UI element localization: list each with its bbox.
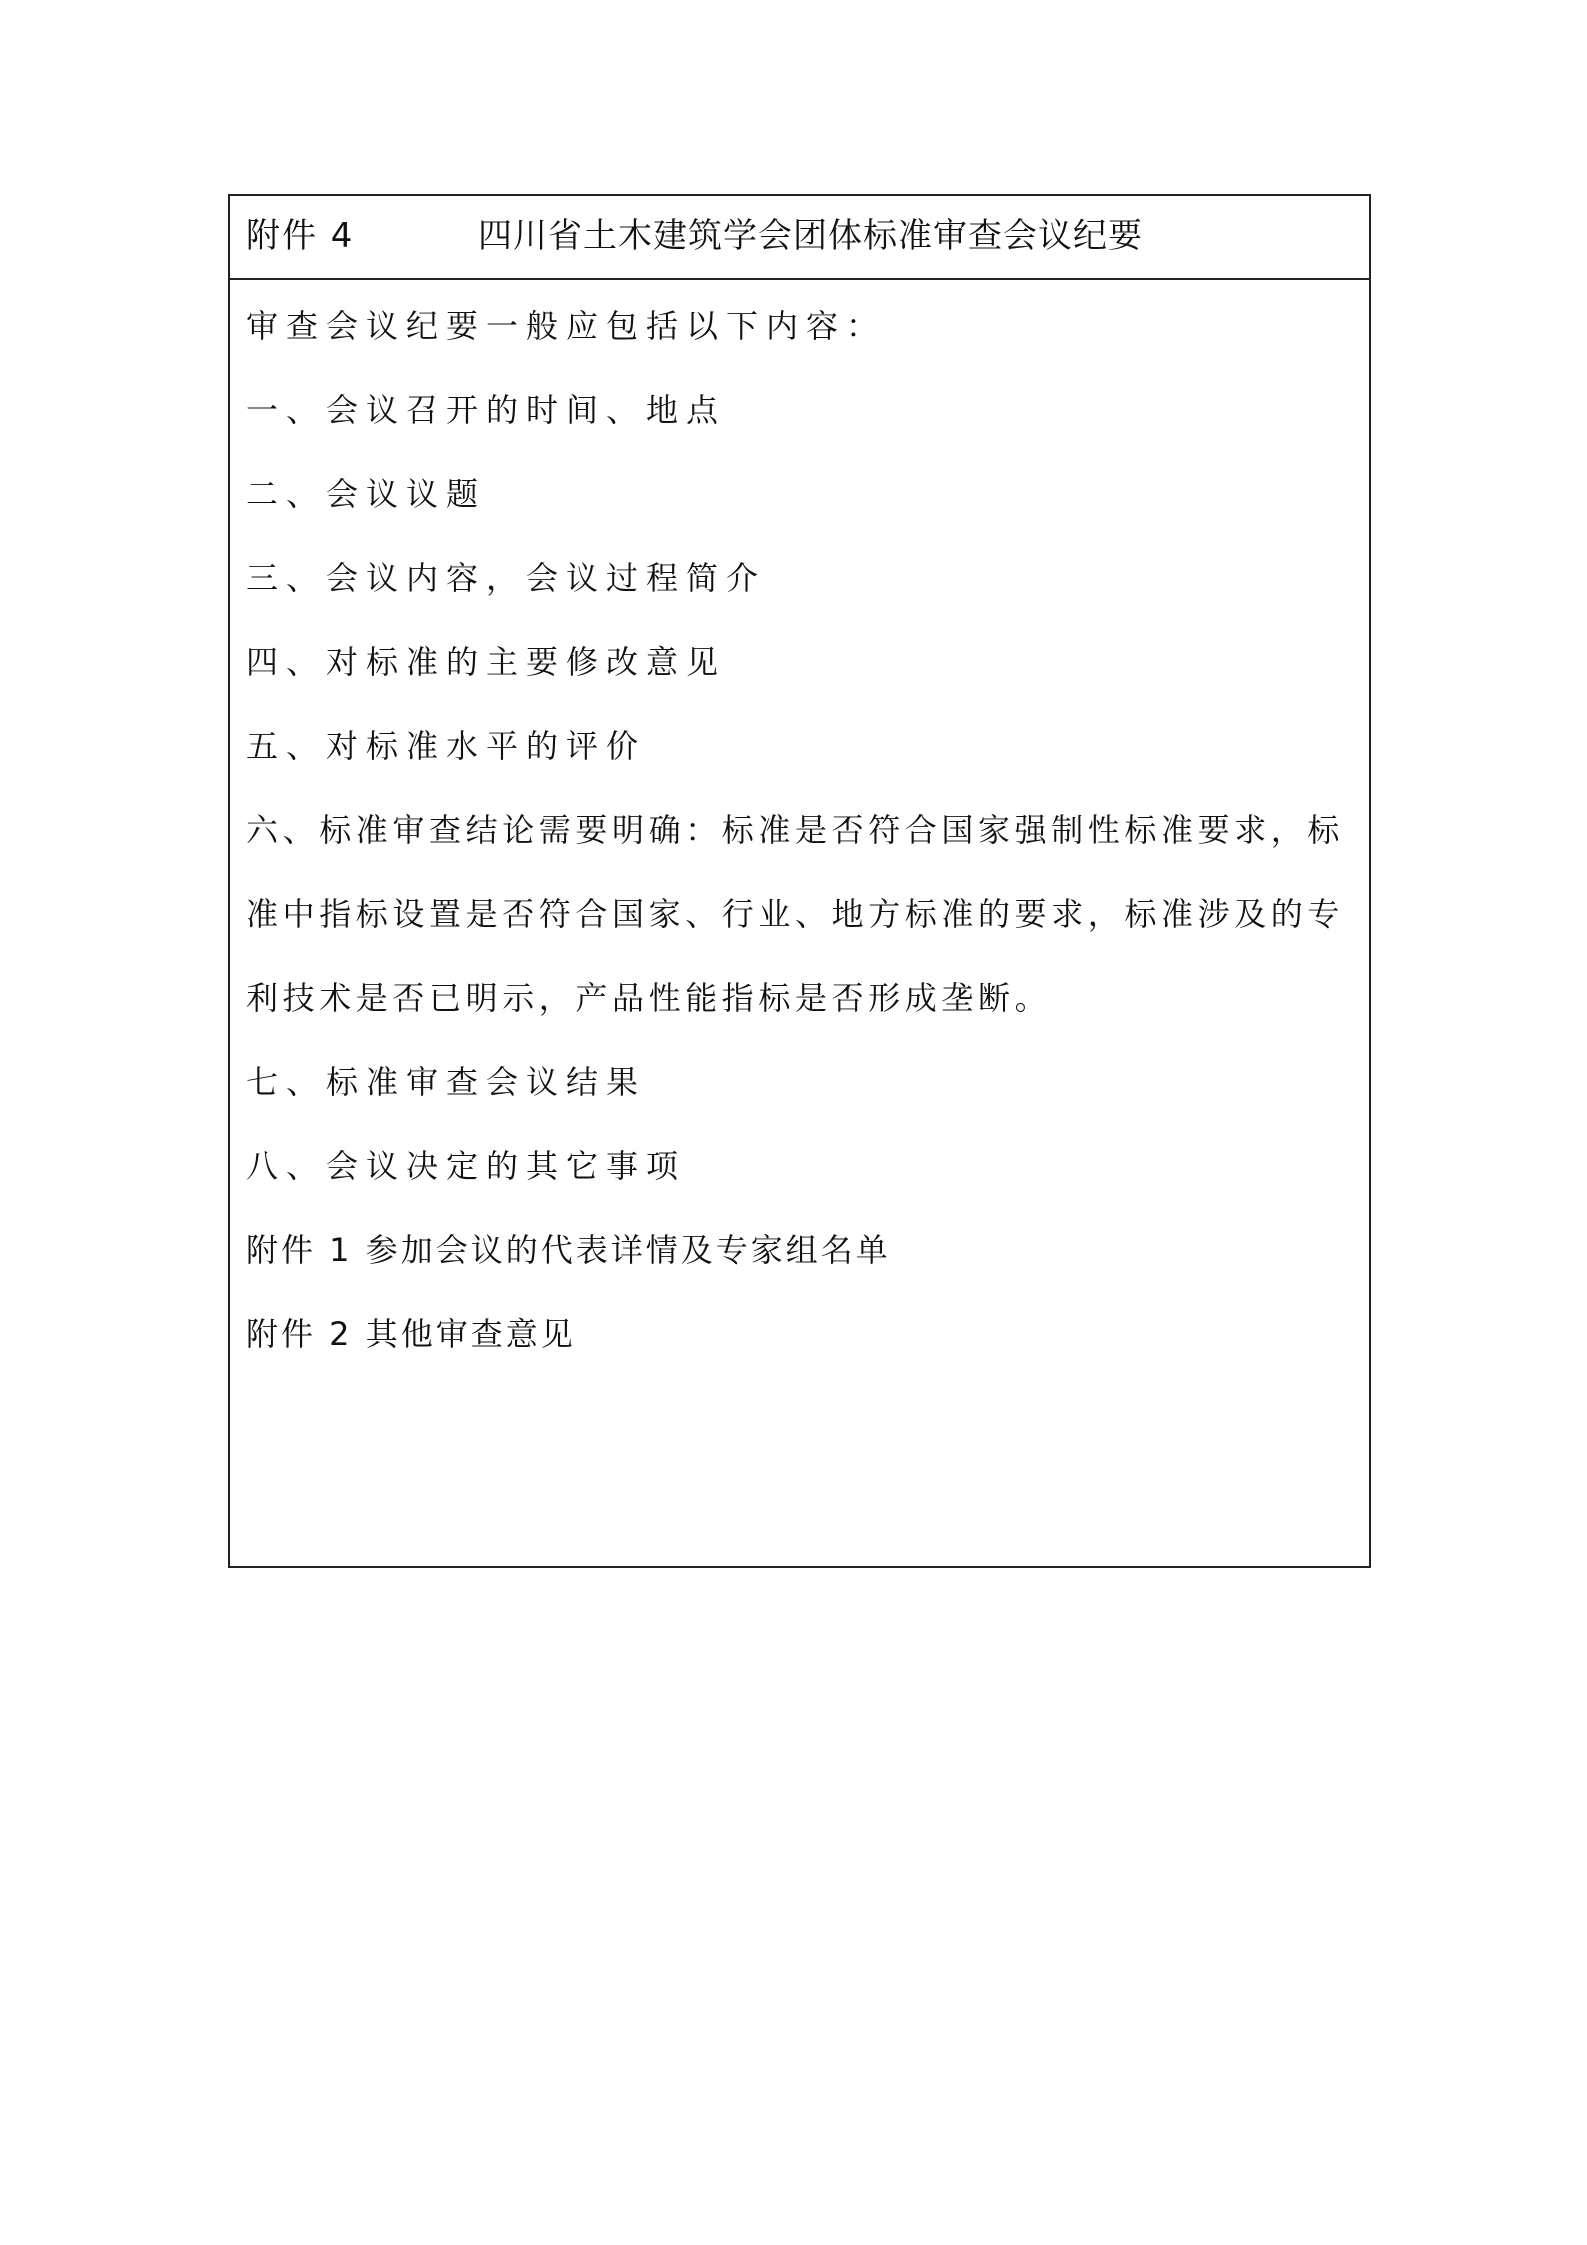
list-item: 八、会议决定的其它事项 (246, 1147, 687, 1185)
attachment-item: 附件 1 参加会议的代表详情及专家组名单 (246, 1231, 891, 1269)
document-title: 四川省土木建筑学会团体标准审查会议纪要 (478, 216, 1143, 256)
intro-text: 审查会议纪要一般应包括以下内容： (246, 307, 887, 345)
form-header-row (230, 196, 1369, 280)
list-item: 二、会议议题 (246, 475, 487, 513)
list-item-continuation: 利技术是否已明示，产品性能指标是否形成垄断。 (246, 979, 1052, 1017)
list-item: 三、会议内容，会议过程简介 (246, 559, 767, 597)
list-item: 六、标准审查结论需要明确：标准是否符合国家强制性标准要求，标 (246, 811, 1345, 849)
list-item: 七、标准审查会议结果 (246, 1063, 647, 1101)
list-item-continuation: 准中指标设置是否符合国家、行业、地方标准的要求，标准涉及的专 (246, 895, 1345, 933)
attachment-number-label: 附件 4 (246, 216, 355, 256)
list-item: 四、对标准的主要修改意见 (246, 643, 727, 681)
list-item: 一、会议召开的时间、地点 (246, 391, 727, 429)
list-item: 五、对标准水平的评价 (246, 727, 647, 765)
meeting-minutes-form (228, 194, 1371, 1568)
attachment-item: 附件 2 其他审查意见 (246, 1315, 576, 1353)
